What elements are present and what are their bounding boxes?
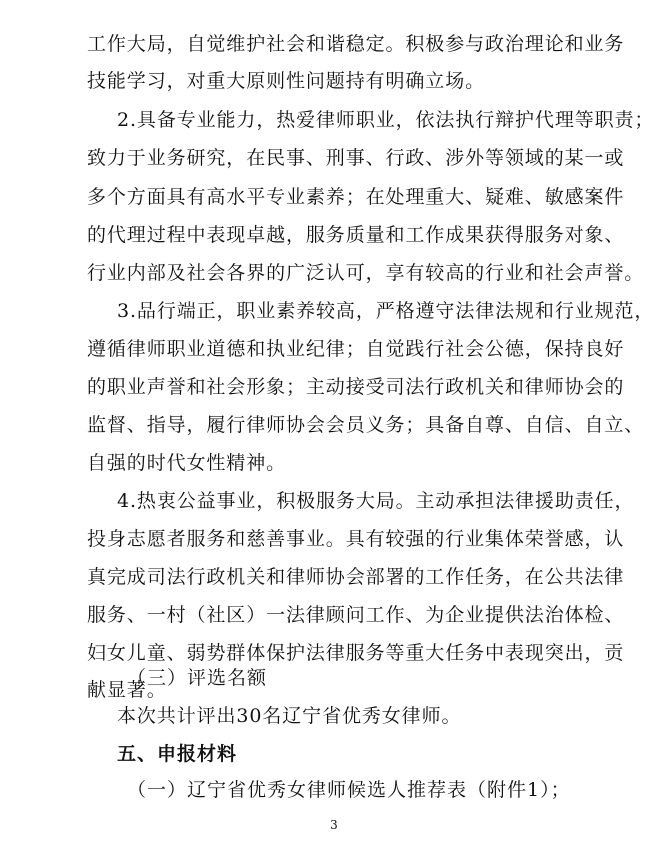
page-number: 3 [330,818,338,832]
quota-text: 本次共计评出30名辽宁省优秀女律师。 [117,705,462,727]
item-3-line-5: 自强的时代女性精神。 [87,452,287,474]
paragraph-line-2: 技能学习，对重大原则性问题持有明确立场。 [87,70,486,92]
item-3-line-4: 监督、指导，履行律师协会会员义务；具备自尊、自信、自立、 [87,414,645,436]
item-2-line-4: 的代理过程中表现卓越，服务质量和工作成果获得服务对象、 [87,224,625,246]
paragraph-line-1: 工作大局，自觉维护社会和谐稳定。积极参与政治理论和业务 [87,33,625,55]
section-five-heading: 五、申报材料 [117,743,238,765]
item-4-line-6: 献显著。 [87,679,167,701]
item-4-line-1: 4.热衷公益事业，积极服务大局。主动承担法律援助责任， [117,490,635,512]
section-quota-heading: （三）评选名额 [127,667,268,689]
item-3-line-2: 遵循律师职业道德和执业纪律；自觉践行社会公德，保持良好 [87,338,625,360]
materials-item-1: （一）辽宁省优秀女律师候选人推荐表（附件1）； [127,779,571,801]
item-3-line-1: 3.品行端正，职业素养较高，严格遵守法律法规和行业规范， [117,300,655,322]
item-3-line-3: 的职业声誉和社会形象；主动接受司法行政机关和律师协会的 [87,376,625,398]
item-2-line-3: 多个方面具有高水平专业素养；在处理重大、疑难、敏感案件 [87,186,625,208]
item-4-line-5: 妇女儿童、弱势群体保护法律服务等重大任务中表现突出，贡 [87,642,625,664]
item-4-line-2: 投身志愿者服务和慈善事业。具有较强的行业集体荣誉感，认 [87,528,625,550]
item-2-line-2: 致力于业务研究，在民事、刑事、行政、涉外等领域的某一或 [87,147,625,169]
item-4-line-4: 服务、一村（社区）一法律顾问工作、为企业提供法治体检、 [87,604,625,626]
item-4-line-3: 真完成司法行政机关和律师协会部署的工作任务，在公共法律 [87,566,625,588]
item-2-line-1: 2.具备专业能力，热爱律师职业，依法执行辩护代理等职责； [117,109,655,131]
item-2-line-5: 行业内部及社会各界的广泛认可，享有较高的行业和社会声誉。 [87,262,645,284]
